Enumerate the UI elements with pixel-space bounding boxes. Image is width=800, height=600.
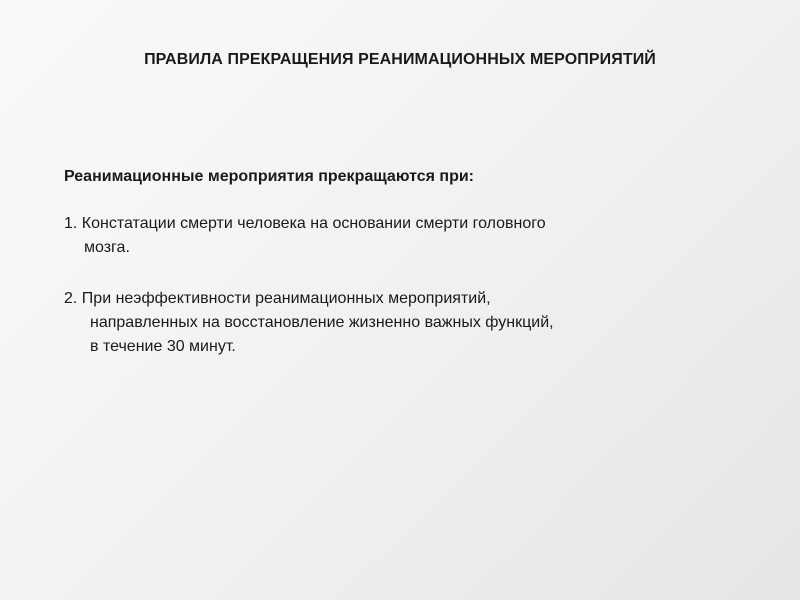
- list-item-line: 1. Констатации смерти человека на основании смерти головного: [64, 215, 546, 232]
- list-item-line: в течение 30 минут.: [90, 338, 236, 355]
- intro-heading: Реанимационные мероприятия прекращаются при:: [64, 168, 474, 185]
- list-item-line: мозга.: [84, 239, 130, 256]
- list-item: [64, 287, 554, 359]
- slide-title: ПРАВИЛА ПРЕКРАЩЕНИЯ РЕАНИМАЦИОННЫХ МЕРОПРИЯТИЙ: [144, 51, 656, 68]
- list-item-line: 2. При неэффективности реанимационных мероприятий,: [64, 290, 491, 307]
- list-item: [64, 212, 546, 260]
- list-item-line: направленных на восстановление жизненно важных функций,: [90, 314, 554, 331]
